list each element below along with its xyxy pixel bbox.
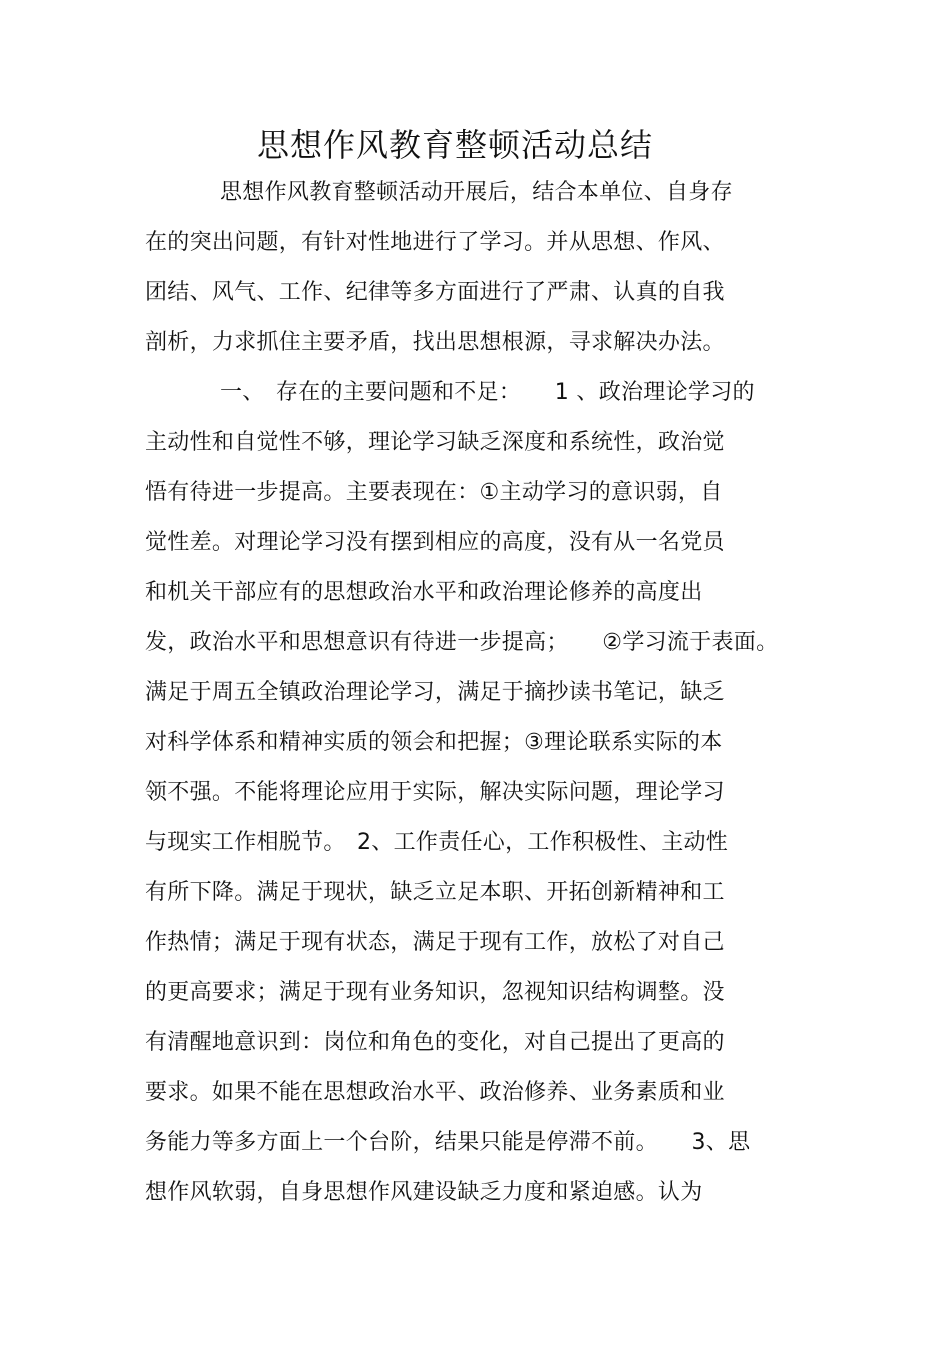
paragraph-line: 剖析，力求抓住主要矛盾，找出思想根源，寻求解决办法。 xyxy=(145,330,725,355)
document-title: 思想作风教育整顿活动总结 xyxy=(256,126,653,164)
paragraph-line: 与现实工作相脱节。 2、工作责任心，工作积极性、主动性 xyxy=(145,830,729,855)
paragraph-line: 领不强。不能将理论应用于实际，解决实际问题，理论学习 xyxy=(145,780,725,805)
paragraph-line: 一、 存在的主要问题和不足： 1 、政治理论学习的 xyxy=(220,380,755,405)
paragraph-line: 悟有待进一步提高。主要表现在：①主动学习的意识弱，自 xyxy=(145,480,723,505)
paragraph-line: 对科学体系和精神实质的领会和把握；③理论联系实际的本 xyxy=(145,730,723,755)
paragraph-line: 作热情；满足于现有状态，满足于现有工作，放松了对自己 xyxy=(145,930,725,955)
paragraph-line: 思想作风教育整顿活动开展后，结合本单位、自身存 xyxy=(220,180,733,205)
paragraph-line: 觉性差。对理论学习没有摆到相应的高度，没有从一名党员 xyxy=(145,530,725,555)
paragraph-line: 主动性和自觉性不够，理论学习缺乏深度和系统性，政治觉 xyxy=(145,430,725,455)
paragraph-line: 团结、风气、工作、纪律等多方面进行了严肃、认真的自我 xyxy=(145,280,725,305)
paragraph-line: 想作风软弱，自身思想作风建设缺乏力度和紧迫感。认为 xyxy=(145,1180,703,1205)
paragraph-line: 在的突出问题，有针对性地进行了学习。并从思想、作风、 xyxy=(145,230,725,255)
paragraph-line: 的更高要求；满足于现有业务知识，忽视知识结构调整。没 xyxy=(145,980,725,1005)
paragraph-line: 有清醒地意识到：岗位和角色的变化，对自己提出了更高的 xyxy=(145,1030,725,1055)
paragraph-line: 有所下降。满足于现状，缺乏立足本职、开拓创新精神和工 xyxy=(145,880,725,905)
paragraph-line: 发，政治水平和思想意识有待进一步提高； ②学习流于表面。 xyxy=(145,630,779,655)
paragraph-line: 要求。如果不能在思想政治水平、政治修养、业务素质和业 xyxy=(145,1080,725,1105)
paragraph-line: 满足于周五全镇政治理论学习，满足于摘抄读书笔记，缺乏 xyxy=(145,680,725,705)
paragraph-line: 和机关干部应有的思想政治水平和政治理论修养的高度出 xyxy=(145,580,703,605)
paragraph-line: 务能力等多方面上一个台阶，结果只能是停滞不前。 3、思 xyxy=(145,1130,751,1155)
